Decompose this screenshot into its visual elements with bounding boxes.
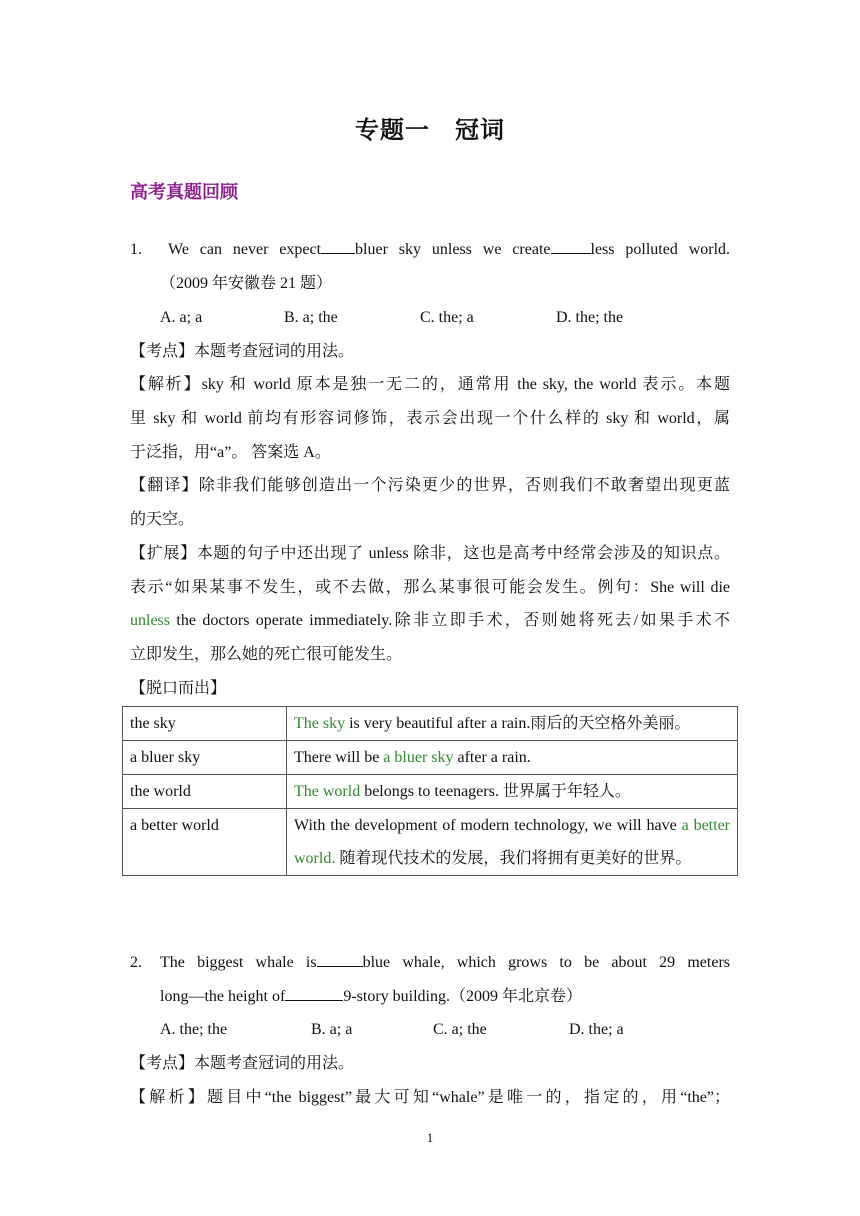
option-a: A. the; the [160,1021,228,1038]
question-1-line-2: （2009 年安徽卷 21 题） [160,275,333,292]
jiexi-line-1: 【解析】题目中“the biggest”最大可知“whale”是唯一的，指定的，用“the”； [130,1089,730,1106]
fanyi-line-2: 的天空。 [130,511,195,528]
jiexi-line-3: 于泛指，用“a”。 答案选 A。 [130,444,331,461]
option-a: A. a; a [160,309,203,326]
option-b: B. a; the [284,309,338,326]
option-b: B. a; a [311,1021,353,1038]
kaodian-line: 【考点】本题考查冠词的用法。 [130,343,355,360]
jiexi-line-2: 里 sky 和 world 前均有形容词修饰，表示会出现一个什么样的 sky 和 world，属 [130,410,730,427]
question-2-line-1: 2. The biggest whale is blue whale, which grows to be about 29 meters [130,951,730,975]
answer-blank [551,239,591,254]
example-table [122,706,738,876]
sentence-cell: The sky is very beautiful after a rain.雨后的天空格外美丽。 [287,707,738,741]
question-1-line-1: 1. We can never expect bluer sky unless we create less polluted world. [130,238,730,262]
fanyi-line-1: 【翻译】除非我们能够创造出一个污染更少的世界，否则我们不敢奢望出现更蓝 [130,477,730,494]
sentence-cell: With the development of modern technology, we will have a better world. 随着现代技术的发展，我们将拥有更美好的世界。 [287,809,738,876]
option-d: D. the; the [556,309,624,326]
page-number: 1 [426,1130,434,1145]
kuozhan-line-3: unless the doctors operate immediately.除非立即手术，否则她将死去/如果手术不 [130,612,730,629]
answer-blank [321,239,355,254]
sentence-cell: The world belongs to teenagers. 世界属于年轻人。 [287,775,738,809]
table-row [123,741,738,775]
kuozhan-line-1: 【扩展】本题的句子中还出现了 unless 除非，这也是高考中经常会涉及的知识点。 [130,545,730,562]
section-heading: 高考真题回顾 [130,182,238,203]
jiexi-line-1: 【解析】sky 和 world 原本是独一无二的，通常用 the sky, the world 表示。本题 [130,376,730,393]
kuozhan-line-2: 表示“如果某事不发生，或不去做，那么某事很可能会发生。例句：She will die [130,579,730,596]
phrase-cell: the sky [123,707,287,741]
question-number: 2. [130,954,142,971]
kaodian-line: 【考点】本题考查冠词的用法。 [130,1055,355,1072]
kuozhan-line-4: 立即发生，那么她的死亡很可能发生。 [130,646,403,663]
phrase-cell: a bluer sky [123,741,287,775]
answer-blank [285,986,343,1001]
table-row [123,775,738,809]
phrase-cell: the world [123,775,287,809]
table-row [123,809,738,876]
tuokou-heading: 【脱口而出】 [130,680,227,697]
option-d: D. the; a [569,1021,624,1038]
page-title: 专题一 冠词 [355,116,505,144]
highlight-word: unless [130,612,170,629]
question-2-line-2: long—the height of 9-story building.（2009 年北京卷） [160,988,582,1005]
phrase-cell: a better world [123,809,287,876]
question-number: 1. [130,241,142,258]
option-c: C. a; the [433,1021,487,1038]
table-row [123,707,738,741]
answer-blank [317,952,363,967]
sentence-cell: There will be a bluer sky after a rain. [287,741,738,775]
option-c: C. the; a [420,309,474,326]
